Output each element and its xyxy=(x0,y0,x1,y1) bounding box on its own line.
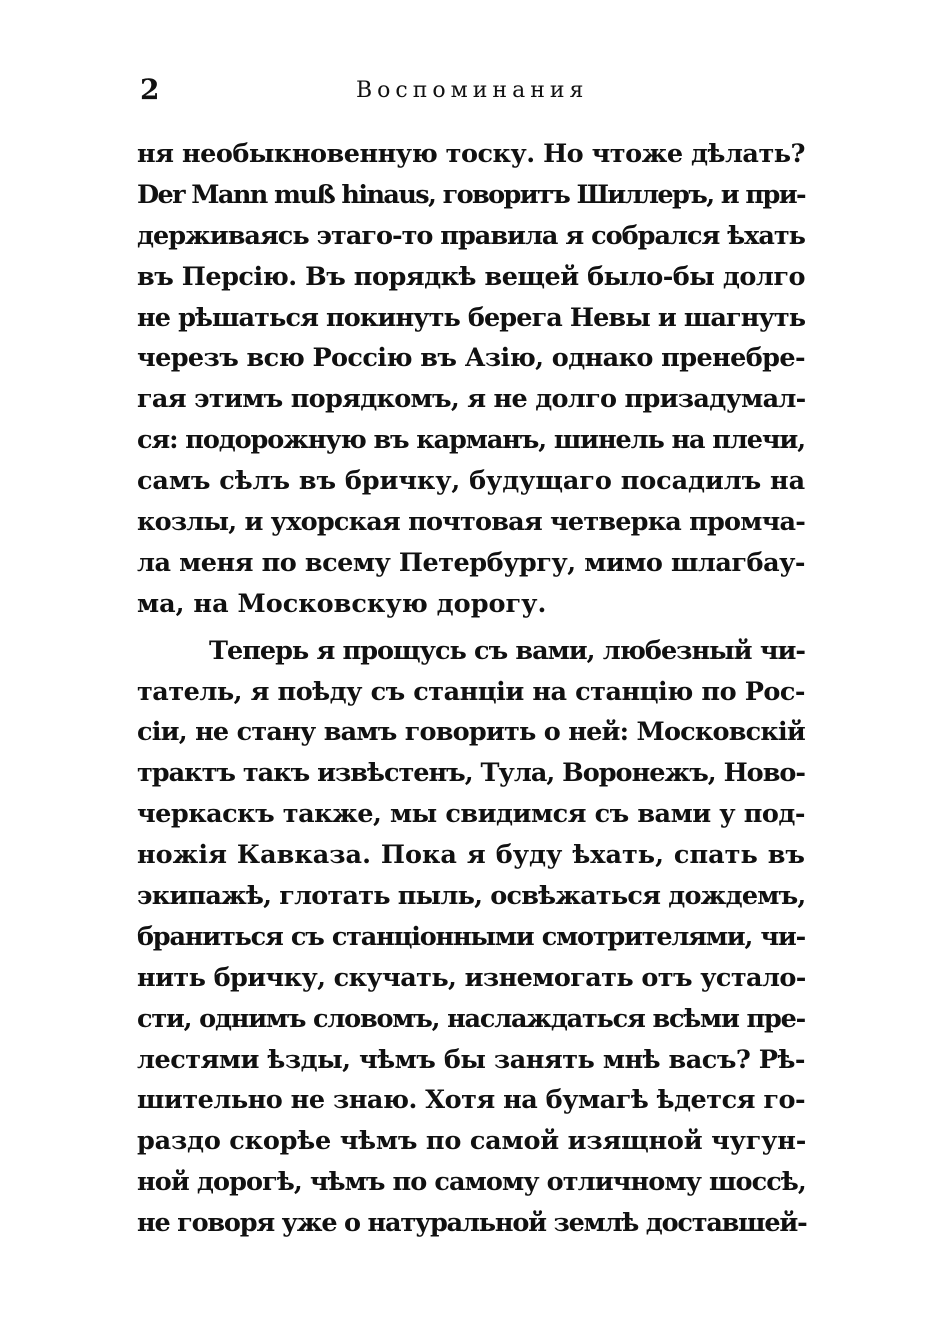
text-line: Der Mann muß hinaus, говоритъ Шиллеръ, и при- xyxy=(137,179,805,210)
text-line: ножія Кавказа. Пока я буду ѣхать, спать въ xyxy=(137,840,805,871)
text-line: не говоря уже о натуральной землѣ доставшей- xyxy=(137,1208,807,1239)
text-line: ня необыкновенную тоску. Но чтоже дѣлать? xyxy=(137,139,805,169)
text-line: въ Персію. Въ порядкѣ вещей было-бы долго xyxy=(137,261,805,292)
text-line: черезъ всю Россію въ Азію, однако пренебре- xyxy=(137,343,805,374)
text-line: черкаскъ также, мы свидимся съ вами у под- xyxy=(137,799,805,830)
text-line: лестями ѣзды, чѣмъ бы занять мнѣ васъ? Рѣ- xyxy=(137,1044,805,1075)
text-line: держиваясь этаго-то правила я собрался ѣхать xyxy=(137,220,805,251)
text-line: татель, я поѣду съ станціи на станцію по Рос- xyxy=(137,676,805,707)
text-line: гая этимъ порядкомъ, я не долго призадумал- xyxy=(137,384,806,415)
text-line: не рѣшаться покинуть берега Невы и шагнуть xyxy=(137,302,806,333)
text-line: сти, однимъ словомъ, наслаждаться всѣми пре- xyxy=(137,1003,805,1034)
text-line: козлы, и ухорская почтовая четверка промча- xyxy=(137,507,805,538)
text-line: ла меня по всему Петербургу, мимо шлагбау- xyxy=(137,547,805,578)
text-line: ся: подорожную въ карманъ, шинель на плечи, xyxy=(137,425,805,456)
body-text xyxy=(137,134,805,1244)
paragraph-2 xyxy=(137,631,805,1244)
text-line: ной дорогѣ, чѣмъ по самому отличному шоссѣ, xyxy=(137,1167,806,1198)
page-number: 2 xyxy=(140,73,160,106)
text-line: Теперь я прощусь съ вами, любезный чи- xyxy=(209,635,805,666)
text-line: сіи, не стану вамъ говорить о ней: Московскій xyxy=(137,717,805,748)
paragraph-1 xyxy=(137,134,805,625)
text-line: ма, на Московскую дорогу. xyxy=(137,588,547,619)
text-line: нить бричку, скучать, изнемогать отъ устало- xyxy=(137,962,806,993)
running-title: Воспоминания xyxy=(356,78,589,103)
text-line: браниться съ станціонными смотрителями, чи- xyxy=(137,921,805,952)
text-line: раздо скорѣе чѣмъ по самой изящной чугун- xyxy=(137,1126,807,1157)
text-line: трактъ такъ извѣстенъ, Тула, Воронежъ, Ново- xyxy=(137,758,805,789)
text-line: экипажѣ, глотать пыль, освѣжаться дождемъ, xyxy=(137,881,806,912)
text-line: самъ сѣлъ въ бричку, будущаго посадилъ на xyxy=(137,466,805,497)
text-line: шительно не знаю. Хотя на бумагѣ ѣдется го- xyxy=(137,1085,806,1116)
